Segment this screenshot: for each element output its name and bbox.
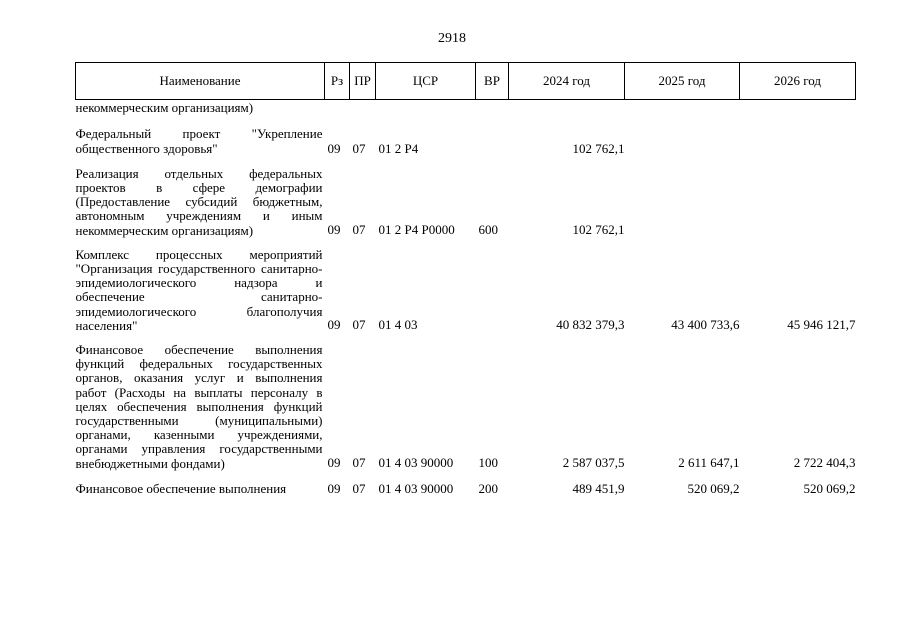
row-pr: 07 [352, 317, 366, 333]
row-2025 [625, 100, 740, 116]
row-name: Финансовое обеспечение выполнения функций федеральных государственных органов, оказания услуг и выполнения работ (Расходы на выплаты персоналу в целях обеспечения выполнения функций государственными (муниципальными) органами, казенными учреждениями, органами управления государственными внебюджетными фондами) [75, 342, 323, 471]
row-vr: 100 [478, 455, 498, 471]
row-pr: 07 [352, 455, 366, 471]
row-vr: 200 [478, 480, 498, 496]
row-2026 [740, 116, 856, 157]
row-pr: 07 [352, 222, 366, 238]
row-2024: 2 587 037,5 [562, 455, 625, 471]
row-2024: 102 762,1 [572, 141, 625, 157]
row-2025: 520 069,2 [687, 480, 740, 496]
row-name: Федеральный проект "Укрепление общественного здоровья" [75, 125, 323, 157]
row-2025 [625, 116, 740, 157]
row-name: Комплекс процессных мероприятий "Организация государственного санитарно-эпидемиологического надзора и обеспечение санитарно-эпидемиологического благополучия населения" [75, 246, 323, 333]
row-2026 [740, 157, 856, 238]
row-2026: 2 722 404,3 [793, 455, 856, 471]
row-vr [476, 116, 509, 157]
row-2025 [625, 157, 740, 238]
row-vr [476, 238, 509, 333]
row-csr: 01 2 Р4 [378, 141, 419, 157]
row-csr: 01 4 03 90000 [378, 480, 454, 496]
row-2026 [740, 100, 856, 116]
table-row [76, 333, 856, 471]
header-2026: 2026 год [740, 63, 856, 100]
row-2025: 43 400 733,6 [671, 317, 740, 333]
header-pr: ПР [350, 63, 376, 100]
row-name: Реализация отдельных федеральных проектов в сфере демографии (Предоставление субсидий бюджетным, автономным учреждениям и иным некоммерческим организациям) [75, 165, 323, 238]
row-2026: 45 946 121,7 [787, 317, 856, 333]
row-rz: 09 [327, 455, 341, 471]
row-pr: 07 [352, 480, 366, 496]
row-2024 [509, 100, 625, 116]
header-2024: 2024 год [509, 63, 625, 100]
row-csr: 01 4 03 90000 [378, 455, 454, 471]
header-rz: Рз [325, 63, 350, 100]
row-name: некоммерческим организациям) [75, 100, 254, 115]
row-2026: 520 069,2 [803, 480, 856, 496]
row-2024: 102 762,1 [572, 222, 625, 238]
row-rz [325, 100, 350, 116]
row-vr [476, 100, 509, 116]
row-rz: 09 [327, 141, 341, 157]
header-vr: ВР [476, 63, 509, 100]
table-row [76, 100, 856, 116]
row-rz: 09 [327, 317, 341, 333]
row-csr [376, 100, 476, 116]
page-number: 2918 [438, 31, 466, 46]
row-2025: 2 611 647,1 [678, 455, 740, 471]
row-csr: 01 2 Р4 Р0000 [378, 222, 455, 238]
row-rz: 09 [327, 222, 341, 238]
table-header [76, 63, 856, 100]
header-csr: ЦСР [376, 63, 476, 100]
row-pr: 07 [352, 141, 366, 157]
header-name: Наименование [76, 63, 325, 100]
row-csr: 01 4 03 [378, 317, 418, 333]
row-vr: 600 [478, 222, 498, 238]
row-pr [350, 100, 376, 116]
row-2024: 40 832 379,3 [556, 317, 625, 333]
row-2024: 489 451,9 [572, 480, 625, 496]
table-row [76, 116, 856, 157]
budget-table [75, 62, 856, 496]
table-row [76, 157, 856, 238]
table-row [76, 471, 856, 497]
table-row [76, 238, 856, 333]
header-2025: 2025 год [625, 63, 740, 100]
row-name: Финансовое обеспечение выполнения [75, 480, 287, 496]
row-rz: 09 [327, 480, 341, 496]
